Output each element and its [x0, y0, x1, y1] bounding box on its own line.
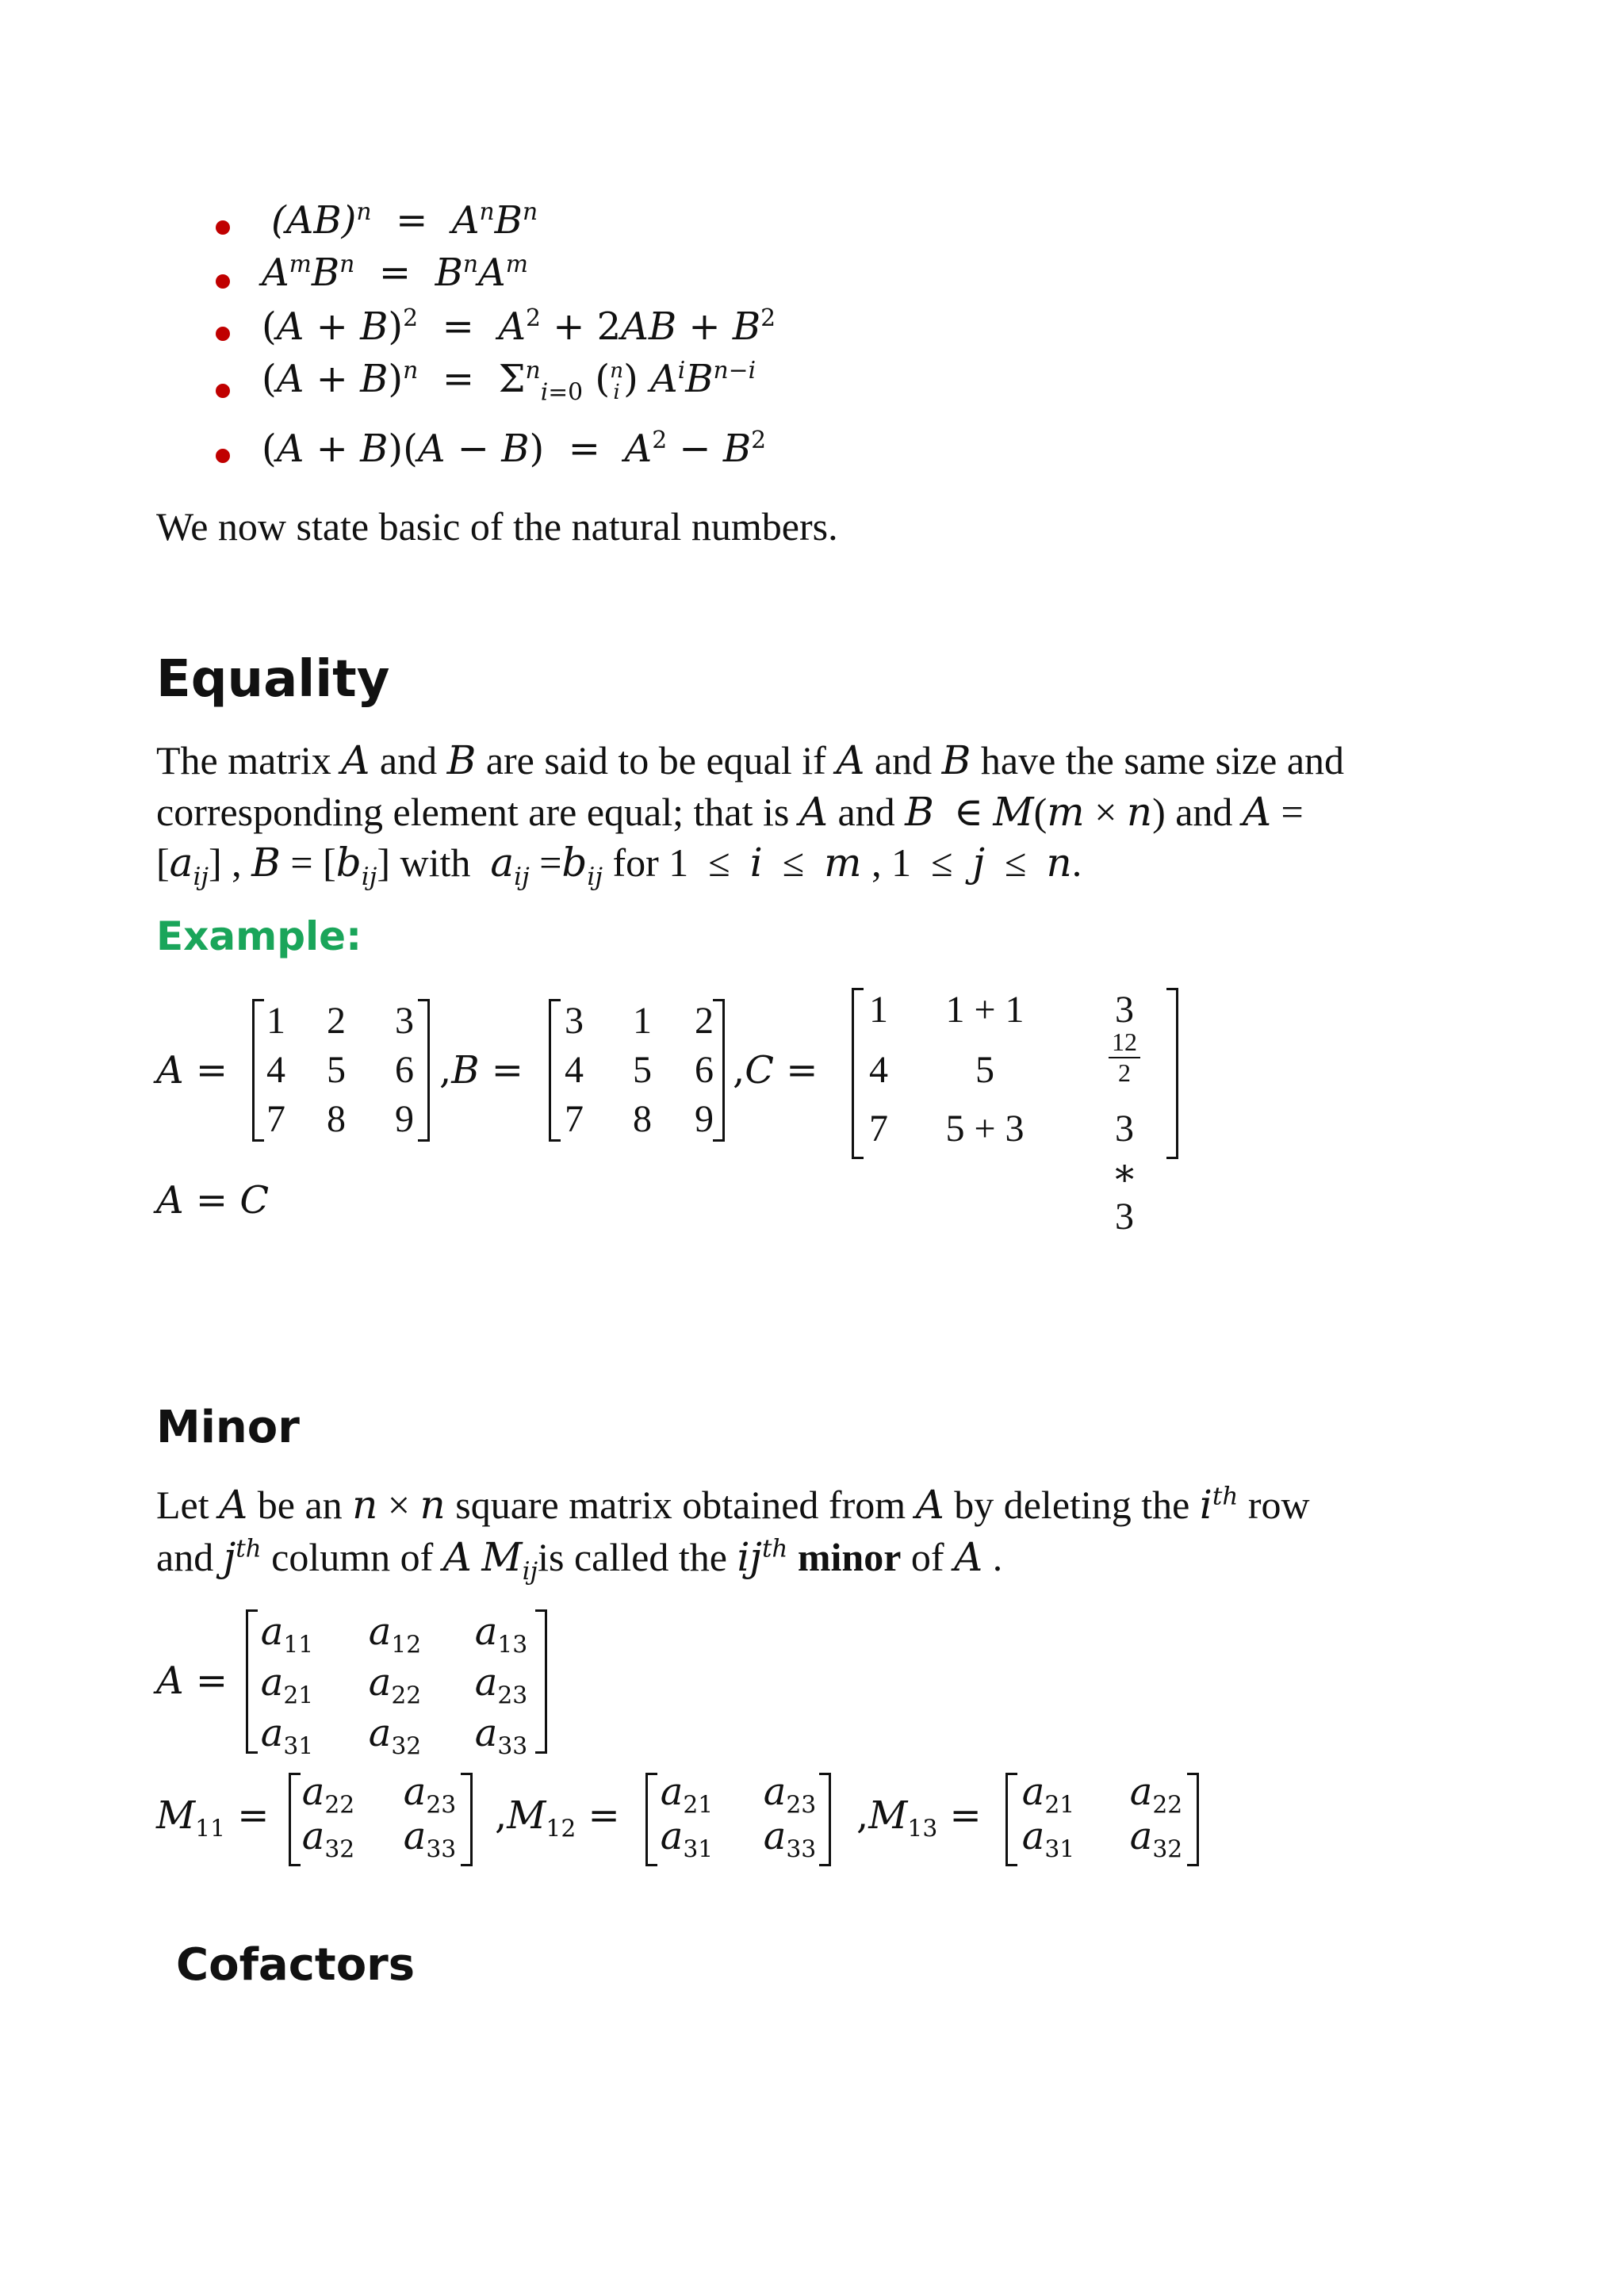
matrix-B: [549, 999, 725, 1142]
label-M11: $M_{11}$ =: [156, 1793, 270, 1843]
bullet-4: [216, 384, 230, 398]
label-B: ,B =: [439, 1048, 524, 1093]
matrix-minor-A: [246, 1609, 547, 1761]
label-M12: $,M_{12}$ =: [495, 1793, 620, 1843]
matrix-cell: $a_{33}$: [763, 1814, 817, 1864]
minor-line-1: Let A be an n × n square matrix obtained from A by deleting the $i^{th}$ row: [156, 1482, 1310, 1528]
matrix-cell: 3: [565, 1000, 584, 1042]
identity-2: $A^mB^n = B^nA^m$: [262, 251, 528, 295]
minor-heading: Minor: [156, 1402, 300, 1453]
matrix-cell: $a_{31}$: [1021, 1814, 1075, 1864]
label-C: ,C =: [733, 1048, 818, 1093]
label-M13: $,M_{13}$ =: [856, 1793, 982, 1843]
equality-line-3: $[a_{ij}]$ , $B = [b_{ij}]$ with $a_{ij} =b_{ij}$ for 1 ≤ i ≤ m , 1 ≤ j ≤ n.: [156, 840, 1082, 891]
matrix-C: [852, 988, 1178, 1238]
matrix-cell: $a_{21}$: [660, 1770, 714, 1820]
identity-1: $(AB)^n = A^nB^n$: [271, 198, 538, 243]
identity-4: $(A + B)^n = \Sigma^n_{i=0}$ (n i) $A^iB^{n-i}$: [262, 357, 756, 407]
matrix-cell: $a_{31}$: [260, 1711, 314, 1761]
matrix-cell: 7: [869, 1108, 888, 1150]
matrix-cell: $a_{32}$: [368, 1711, 422, 1761]
matrix-cell: 8: [633, 1098, 652, 1140]
label-A: A =: [156, 1048, 228, 1093]
matrix-cell: $a_{12}$: [368, 1609, 422, 1659]
bullet-2: [216, 274, 230, 289]
equality-line-2: corresponding element are equal; that is A and B ∈ M(m × n) and A =: [156, 789, 1304, 835]
equality-line-1: The matrix A and B are said to be equal if A and B have the same size and: [156, 737, 1345, 783]
matrix-cell: 5 + 3: [945, 1108, 1025, 1150]
identity-3: $(A + B)^2 = A^2 + 2AB + B^2$: [262, 304, 776, 349]
matrix-cell: 4: [565, 1049, 584, 1091]
matrix-M12: [645, 1770, 831, 1866]
cofactors-heading: Cofactors: [176, 1939, 416, 1991]
intro-paragraph: We now state basic of the natural numbers.: [156, 504, 838, 549]
matrix-cell: 5: [975, 1049, 994, 1091]
matrix-cell: $a_{23}$: [403, 1770, 457, 1820]
matrix-cell: 5: [327, 1049, 346, 1091]
matrix-cell: 7: [565, 1098, 584, 1140]
matrix-cell: $a_{23}$: [474, 1660, 528, 1710]
matrix-cell: 3 ∗ 3: [1111, 1108, 1138, 1238]
matrix-cell: 9: [695, 1098, 714, 1140]
matrix-M11: [289, 1770, 473, 1866]
matrix-cell: $a_{32}$: [1129, 1814, 1183, 1864]
matrix-cell: $a_{31}$: [660, 1814, 714, 1864]
matrix-cell: 3: [395, 1000, 414, 1042]
matrix-cell: $a_{22}$: [1129, 1770, 1183, 1820]
minor-line-2: and $j^{th}$ column of A $M_{ij}is$ called the $ij^{th}$ minor of A .: [156, 1534, 1003, 1586]
matrix-cell: $a_{13}$: [474, 1609, 528, 1659]
matrix-cell: 1: [869, 989, 888, 1031]
matrix-cell: 2: [695, 1000, 714, 1042]
identity-5: $(A + B)(A - B) = A^2 - B^2$: [262, 427, 767, 471]
label-minor-A: A =: [156, 1659, 228, 1703]
matrix-cell: 8: [327, 1098, 346, 1140]
matrix-cell: $a_{11}$: [260, 1609, 314, 1659]
matrix-cell: 2: [327, 1000, 346, 1042]
matrix-cell: 1: [266, 1000, 285, 1042]
equality-conclusion: A = C: [156, 1178, 270, 1223]
fraction-12-over-2: [1109, 1027, 1140, 1088]
bullet-5: [216, 449, 230, 463]
bullet-3: [216, 327, 230, 341]
matrix-cell: 6: [695, 1049, 714, 1091]
matrix-cell: $a_{22}$: [301, 1770, 355, 1820]
matrix-A: [252, 999, 430, 1142]
matrix-cell: 7: [266, 1098, 285, 1140]
matrix-cell: 1 + 1: [945, 989, 1025, 1031]
fraction: [1109, 1027, 1140, 1088]
matrix-cell: $a_{21}$: [1021, 1770, 1075, 1820]
matrix-cell: 4: [266, 1049, 285, 1091]
equality-heading: Equality: [156, 650, 390, 709]
matrix-cell: 6: [395, 1049, 414, 1091]
matrix-cell: 1: [633, 1000, 652, 1042]
example-label: Example:: [156, 913, 362, 959]
fraction-denominator: 2: [1118, 1058, 1131, 1087]
matrix-cell: $a_{32}$: [301, 1814, 355, 1864]
matrix-cell: 3: [1115, 989, 1134, 1031]
matrix-cell: $a_{23}$: [763, 1770, 817, 1820]
matrix-cell: $a_{33}$: [403, 1814, 457, 1864]
matrix-cell: $a_{22}$: [368, 1660, 422, 1710]
bullet-1: [216, 220, 230, 235]
matrix-cell: $a_{21}$: [260, 1660, 314, 1710]
matrix-cell: 5: [633, 1049, 652, 1091]
matrix-cell: $a_{33}$: [474, 1711, 528, 1761]
matrix-cell: 4: [869, 1049, 888, 1091]
matrix-cell: 9: [395, 1098, 414, 1140]
matrix-M13: [1005, 1770, 1199, 1866]
fraction-numerator: 12: [1109, 1027, 1140, 1058]
